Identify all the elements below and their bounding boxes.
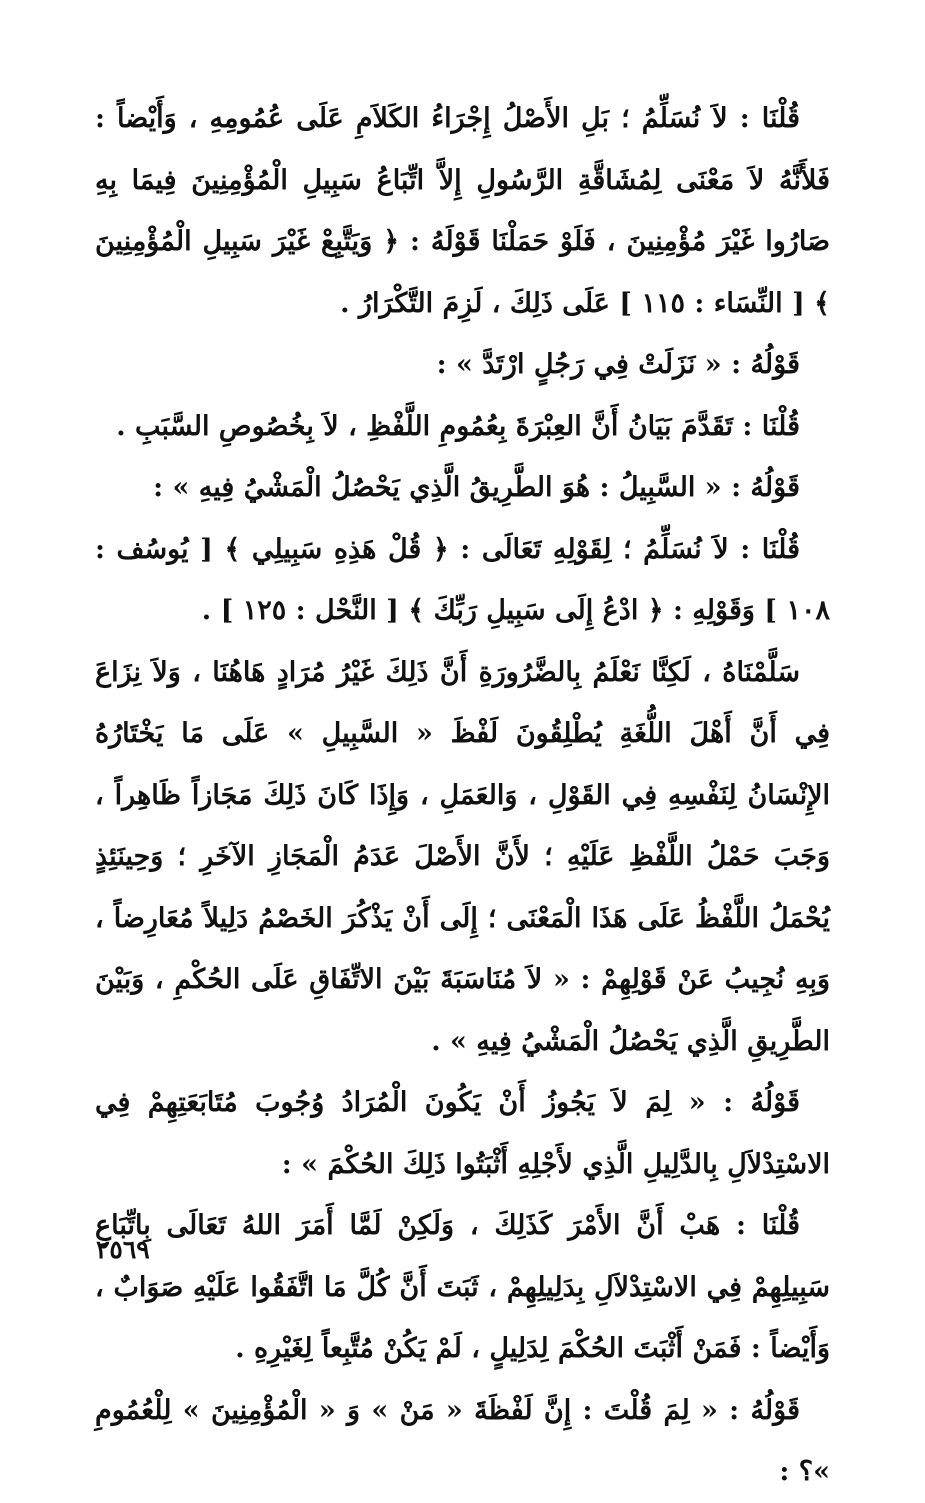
paragraph-5: قُلْنَا : لاَ نُسَلِّمُ ؛ لِقَوْلِهِ تَعَالَى : ﴿ قُلْ هَذِهِ سَبِيلِي ﴾ [ يُوسُف : ١٠٨ ] وَقَوْلِهِ : ﴿ ادْعُ إِلَى سَبِيلِ رَبِّكَ ﴾ [ النَّحْل : ١٢٥ ] . xyxy=(95,533,830,626)
paragraph-1: قُلْنَا : لاَ نُسَلِّمُ ؛ بَلِ الأَصْلُ إِجْرَاءُ الكَلاَمِ عَلَى عُمُومِهِ ، وَأَيْضاً : فَلأَنَّهُ لاَ مَعْنَى لِمُشَاقَّةِ الرَّسُولِ إِلاَّ اتِّبَاعُ سَبِيلِ الْمُؤْمِنِينَ فِيمَا بِهِ صَارُوا غَيْرَ مُؤْمِنِينَ ، فَلَوْ حَمَلْنَا قَوْلَهُ : ﴿ وَيَتَّبِعْ غَيْرَ سَبِيلِ الْمُؤْمِنِينَ ﴾ [ النِّسَاء : ١١٥ ] عَلَى ذَلِكَ ، لَزِمَ التَّكْرَارُ . xyxy=(95,103,830,319)
paragraph-6: سَلَّمْنَاهُ ، لَكِنَّا نَعْلَمُ بِالضَّرُورَةِ أَنَّ ذَلِكَ غَيْرُ مُرَادٍ هَاهُنَا ، وَلاَ نِزَاعَ فِي أَنَّ أَهْلَ اللُّغَةِ يُطْلِقُونَ لَفْظَ « السَّبِيلِ » عَلَى مَا يَخْتَارُهُ الإِنْسَانُ لِنَفْسِهِ فِي القَوْلِ ، وَالعَمَلِ ، وَإِذَا كَانَ ذَلِكَ مَجَازاً ظَاهِراً ، وَجَبَ حَمْلُ اللَّفْظِ عَلَيْهِ ؛ لأَنَّ الأَصْلَ عَدَمُ الْمَجَازِ الآخَرِ ؛ وَحِينَئِذٍ يُحْمَلُ اللَّفْظُ عَلَى هَذَا الْمَعْنَى ؛ إِلَى أَنْ يَذْكُرَ الخَصْمُ دَلِيلاً مُعَارِضاً ، وَبِهِ نُجِيبُ عَنْ قَوْلِهِمْ : « لاَ مُنَاسَبَةَ بَيْنَ الاتِّفَاقِ عَلَى الحُكْمِ ، وَبَيْنَ الطَّرِيقِ الَّذِي يَحْصُلُ الْمَشْيُ فِيهِ » . xyxy=(95,656,830,1057)
paragraph-2: قَوْلُهُ : « نَزَلَتْ فِي رَجُلٍ ارْتَدَّ » : xyxy=(436,349,800,380)
paragraph-8: قُلْنَا : هَبْ أَنَّ الأَمْرَ كَذَلِكَ ، وَلَكِنْ لَمَّا أَمَرَ اللهُ تَعَالَى بِاتِّبَاعِ سَبِيلِهِمْ فِي الاسْتِدْلاَلِ بِدَلِيلِهِمْ ، ثَبَتَ أَنَّ كُلَّ مَا اتَّفَقُوا عَلَيْهِ صَوَابٌ ، وَأَيْضاً : فَمَنْ أَثْبَتَ الحُكْمَ لِدَلِيلٍ ، لَمْ يَكُنْ مُتَّبِعاً لِغَيْرِهِ . xyxy=(95,1210,830,1364)
paragraph-9: قَوْلُهُ : « لِمَ قُلْتَ : إِنَّ لَفْظَةَ « مَنْ » وَ « الْمُؤْمِنِينَ » لِلْعُمُومِ »؟ : xyxy=(95,1394,830,1487)
paragraph-7: قَوْلُهُ : « لِمَ لاَ يَجُوزُ أَنْ يَكُونَ الْمُرَادُ وُجُوبَ مُتَابَعَتِهِمْ فِي الاسْتِدْلاَلِ بِالدَّلِيلِ الَّذِي لأَجْلِهِ أَثْبَتُوا ذَلِكَ الحُكْمَ » : xyxy=(95,1087,830,1180)
paragraph-3: قُلْنَا : تَقَدَّمَ بَيَانُ أَنَّ العِبْرَةَ بِعُمُومِ اللَّفْظِ ، لاَ بِخُصُوصِ السَّبَبِ . xyxy=(116,410,800,442)
body-text xyxy=(95,88,830,1503)
page-number: ٢٥٦٩ xyxy=(96,1235,150,1264)
paragraph-4: قَوْلُهُ : « السَّبِيلُ : هُوَ الطَّرِيقُ الَّذِي يَحْصُلُ الْمَشْيُ فِيهِ » : xyxy=(153,472,800,503)
